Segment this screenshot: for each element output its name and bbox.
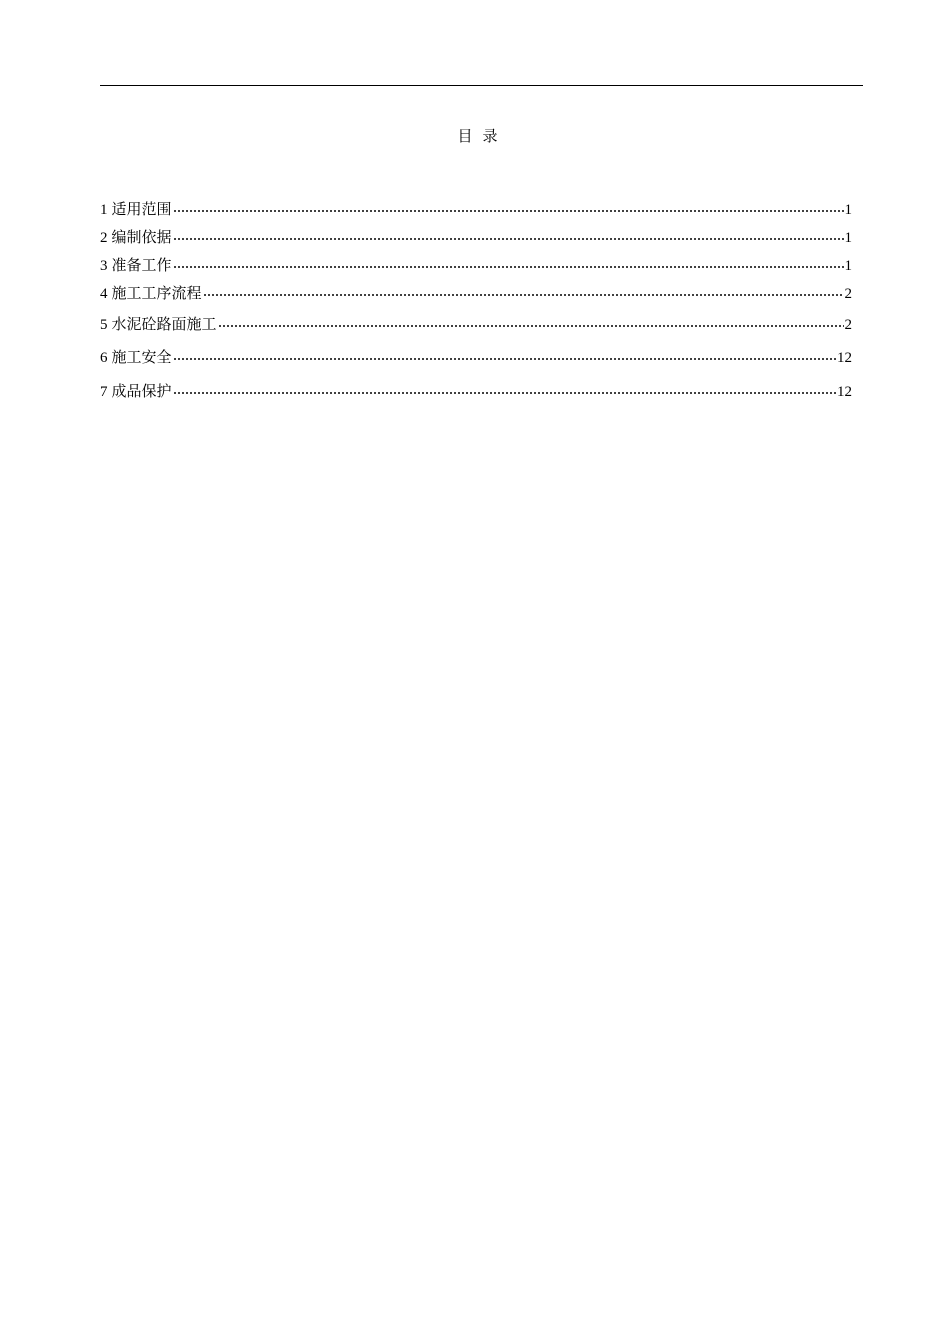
toc-entry-label: 准备工作 [111,256,172,274]
header-rule [100,85,863,86]
toc-dot-leader [173,238,844,240]
toc-entry-page: 2 [844,286,852,302]
toc-entry-number: 2 [100,230,108,246]
toc-entry-page: 2 [844,317,852,333]
toc-entry-number: 1 [100,202,108,218]
toc-entry-number: 6 [100,350,108,366]
toc-dot-leader [173,210,844,212]
toc-entry[interactable] [100,283,852,303]
toc-entry[interactable] [100,347,852,367]
toc-entry-number: 4 [100,286,108,302]
toc-entry[interactable] [100,381,852,401]
toc-entry-page: 12 [837,384,852,400]
toc-entry-page: 1 [844,202,852,218]
toc-dot-leader [173,266,844,268]
toc-entry-number: 3 [100,258,108,274]
toc-entry-label: 编制依据 [111,228,172,246]
toc-entry-page: 12 [837,350,852,366]
toc-entry-page: 1 [844,258,852,274]
toc-entry-number: 5 [100,317,108,333]
toc-entry[interactable] [100,199,852,219]
toc-entry-label: 施工工序流程 [111,284,202,302]
toc-entry-label: 成品保护 [111,382,172,400]
toc-dot-leader [173,392,836,394]
toc-entry-label: 水泥砼路面施工 [111,315,217,333]
toc-dot-leader [203,294,844,296]
toc-entry-label: 施工安全 [111,348,172,366]
toc-entry-label: 适用范围 [111,200,172,218]
toc-dot-leader [218,325,844,327]
toc-entry[interactable] [100,227,852,247]
toc-entry[interactable] [100,255,852,275]
toc-entry-number: 7 [100,384,108,400]
toc-entry[interactable] [100,314,852,334]
toc-entry-page: 1 [844,230,852,246]
toc-dot-leader [173,358,836,360]
toc-title: 目录 [457,127,508,145]
